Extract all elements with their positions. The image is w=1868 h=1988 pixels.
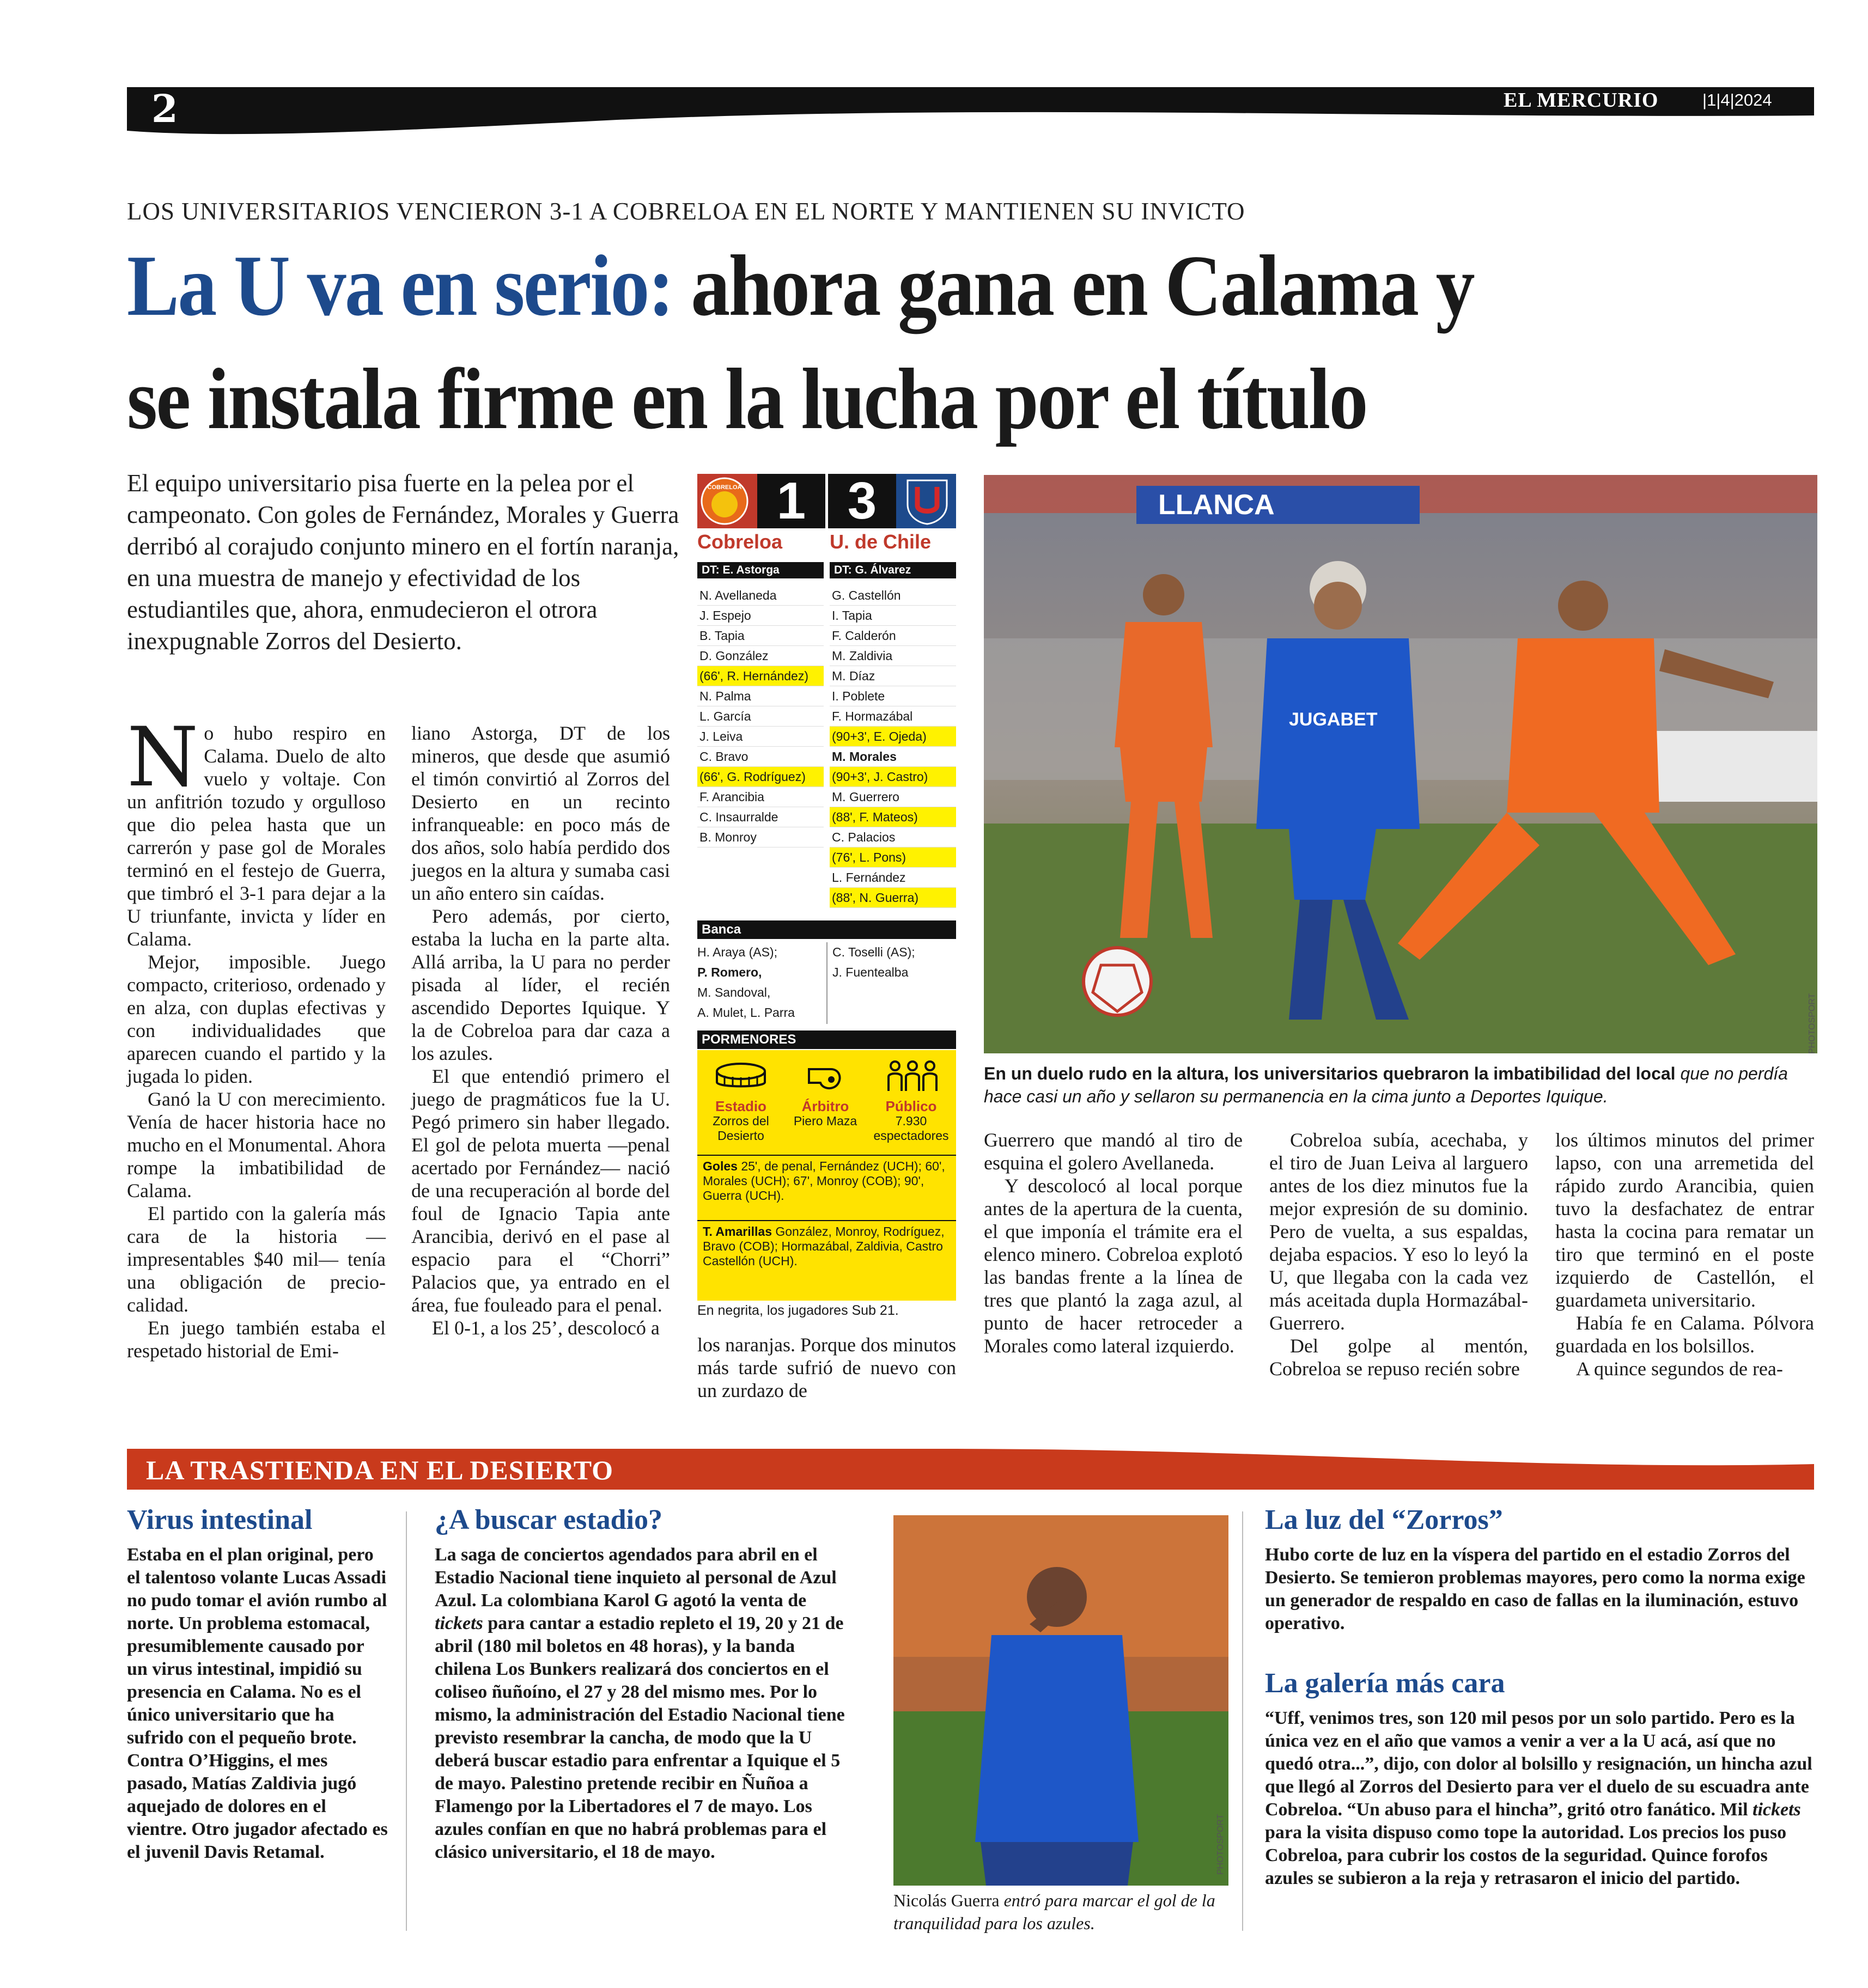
column-rule (1242, 1511, 1243, 1931)
lineup-player: B. Tapia (697, 626, 824, 646)
lineup-player: I. Poblete (830, 686, 956, 706)
audience-icon (885, 1059, 940, 1092)
lineup-player: M. Díaz (830, 666, 956, 686)
goles-text: 25', de penal, Fernández (UCH); 60', Morales (UCH); 67', Monroy (COB); 90', Guerra (UCH). (703, 1159, 945, 1203)
box-title: La galería más cara (1265, 1668, 1505, 1699)
body-column-2 (411, 722, 670, 1339)
caption-italic: que no perdía hace casi un año y sellaron su permanencia en la cima junto a Deportes Iquique. (984, 1064, 1788, 1106)
box-text: Hubo corte de luz en la víspera del partido en el estadio Zorros del Desierto. Se temieron problemas mayores, pero como la norma exige un generador de respaldo en caso de fallas en la iluminación, estuvo operativo. (1265, 1545, 1805, 1633)
body-column-3 (697, 1333, 956, 1402)
photo-caption (984, 1062, 1817, 1108)
text-part: La saga de conciertos agendados para abril en el Estadio Nacional tiene inquieto al personal de Azul Azul. La colombiana Karol G agotó la venta de (435, 1545, 837, 1611)
paragraph: liano Astorga, DT de los mineros, que desde que asumió el timón convirtió al Zorros del Desierto en un recinto infranqueable: en poco más de dos años, solo había perdido dos juegos en la altura y sumaba casi un año entero sin caídas. (411, 722, 670, 904)
text-part: para cantar a estadio repleto el 19, 20 y 21 de abril (180 mil boletos en 48 horas), y la banda chilena Los Bunkers realizará dos conciertos en el coliseo ñuñoíno, el 27 y 28 del mismo mes. Por lo mismo, la administración del Estadio Nacional tiene previsto resembrar la cancha, de modo que la U deberá buscar estadio para enfrentar a Iquique el 5 de mayo. Palestino pretende recibir en Ñuñoa a Flamengo por la Libertadores el 7 de mayo. Los azules confían en que no habrá problemas para el clásico universitario, el 18 de mayo. (435, 1613, 845, 1862)
box-galeria (1265, 1668, 1815, 1890)
publico-info (866, 1099, 956, 1143)
kicker: LOS UNIVERSITARIOS VENCIERON 3-1 A COBRELOA EN EL NORTE Y MANTIENEN SU INVICTO (127, 198, 1245, 225)
issue-date: |1|4|2024 (1702, 90, 1772, 109)
lineup-player: (66', G. Rodríguez) (697, 767, 824, 787)
estadio-label: Estadio (715, 1098, 766, 1114)
box-text: Estaba en el plan original, pero el talentoso volante Lucas Assadi no pudo tomar el avión rumbo al norte. Un problema estomacal, presumiblemente causado por un virus intestinal, impidió su presencia en Calama. No es el único universitario que ha sufrido con el pequeño brote. Contra O’Higgins, el mes pasado, Matías Zaldivia jugó aquejado de dolores en el vientre. Otro jugador afectado es el juvenil Davis Retamal. (127, 1545, 388, 1862)
whistle-icon (806, 1061, 844, 1091)
arbitro-value: Piero Maza (793, 1114, 857, 1128)
paragraph: El que entendió primero el juego de pragmáticos fue la U. Pegó primero sin haber llegado. El gol de pelota muerta —penal acertado por Fernández— nació de una recuperación al borde del foul de Ignacio Tapia ante Arancibia, derivó en el pase al espacio para el “Chorri” Palacios que, ya entrado en el área, fue fouleado para el penal. (411, 1065, 670, 1316)
away-score-box (828, 474, 956, 528)
lineup-player: (90+3', E. Ojeda) (830, 727, 956, 747)
box-luz (1265, 1504, 1815, 1635)
lineup-player: M. Zaldivia (830, 646, 956, 666)
box-title: La luz del “Zorros” (1265, 1504, 1503, 1535)
body-column-1 (127, 710, 386, 1362)
lineup-player: I. Tapia (830, 606, 956, 626)
lineup-player: B. Monroy (697, 827, 824, 847)
lineup-player: G. Castellón (830, 586, 956, 606)
u-de-chile-crest-icon (903, 477, 951, 525)
paragraph: Y descolocó al local porque antes de la apertura de la cuenta, el que imponía el trámite era el elenco minero. Cobreloa explotó las bandas frente a la línea de tres que plantó la zaga azul, al punto de hacer retroceder a Morales como lateral izquierdo. (984, 1175, 1243, 1357)
paragraph: Pero además, por cierto, estaba la lucha en la parte alta. Allá arriba, la U para no perder pisada al líder, el recién ascendido Deportes Iquique. Y la de Cobreloa para dar caza a los azules. (411, 905, 670, 1064)
section-title: LA TRASTIENDA EN EL DESIERTO (146, 1455, 614, 1485)
caption-name: Nicolás Guerra (893, 1891, 1000, 1910)
bench-player: A. Mulet, L. Parra (697, 1005, 795, 1020)
arbitro-info (784, 1099, 866, 1129)
text-italic: tickets (1753, 1800, 1801, 1820)
home-coach: DT: E. Astorga (697, 562, 824, 578)
pormenores-label: PORMENORES (697, 1030, 956, 1049)
box-title: ¿A buscar estadio? (435, 1504, 662, 1535)
masthead: EL MERCURIO (1504, 89, 1659, 112)
player-celebration-illustration (893, 1515, 1228, 1886)
divider (697, 1220, 956, 1221)
headline-line1: ahora gana en Calama y (672, 237, 1474, 334)
lineup-player: C. Palacios (830, 827, 956, 847)
goles-info (697, 1159, 956, 1203)
bench-player: H. Araya (AS); (697, 945, 777, 959)
sub21-note: En negrita, los jugadores Sub 21. (697, 1303, 899, 1318)
lineup-player: F. Hormazábal (830, 706, 956, 727)
bench-player: M. Sandoval, (697, 985, 771, 999)
lineup-player: L. García (697, 706, 824, 727)
bench-player: P. Romero, (697, 965, 762, 979)
crest-text: COBRELOA (707, 484, 742, 491)
text-part: para la visita dispuso como tope la autoridad. Los precios los puso Cobreloa, para cubrir los costos de la seguridad. Quince forofos azules se subieron a la reja y retrasaron el inicio del partido. (1265, 1822, 1787, 1888)
paragraph: Había fe en Calama. Pólvora guardada en los bolsillos. (1555, 1312, 1814, 1357)
lineup-player: M. Guerrero (830, 787, 956, 807)
body-column-5 (1269, 1129, 1528, 1380)
paragraph: A quince segundos de rea- (1576, 1358, 1783, 1380)
scoreboard (697, 474, 956, 1324)
bench-player: C. Toselli (AS); (832, 945, 915, 959)
banca-label: Banca (697, 920, 956, 939)
paragraph: Ganó la U con merecimiento. Venía de hacer historia hace no mucho en el Monumental. Ahora rompe la imbatibilidad de Calama. (127, 1088, 386, 1202)
crowd-banner: LLANCA (1158, 489, 1275, 521)
lineup-player: (88', N. Guerra) (830, 888, 956, 908)
lineup-player: (90+3', J. Castro) (830, 767, 956, 787)
headline-highlight: La U va en serio: (127, 237, 673, 334)
home-lineup (697, 586, 824, 847)
paragraph: Guerrero que mandó al tiro de esquina el golero Avellaneda. (984, 1129, 1243, 1174)
main-photo (984, 475, 1817, 1053)
away-team-name: U. de Chile (830, 530, 932, 553)
paragraph: En juego también estaba el respetado historial de Emi- (127, 1317, 386, 1362)
home-score: 1 (757, 474, 825, 528)
drop-cap: N (127, 710, 199, 805)
goles-label: Goles (703, 1159, 738, 1173)
box-virus (127, 1504, 388, 1864)
match-photo-illustration (984, 475, 1817, 1053)
paragraph: los naranjas. Porque dos minutos más tarde sufrió de nuevo con un zurdazo de (697, 1334, 956, 1401)
lineup-player: J. Leiva (697, 727, 824, 747)
lineup-player: (88', F. Mateos) (830, 807, 956, 827)
publico-label: Público (885, 1098, 937, 1114)
bench-player: J. Fuentealba (832, 965, 909, 979)
amarillas-label: T. Amarillas (703, 1224, 772, 1239)
paragraph: los últimos minutos del primer lapso, con una arremetida del rápido zurdo Arancibia, quien tuvo la desfachatez de entrar hasta la cocina para rematar un tiro que terminó en el poste izquierdo de Castellón, el guardameta universitario. (1555, 1129, 1814, 1311)
lineup-player: F. Calderón (830, 626, 956, 646)
headline (127, 229, 1823, 455)
amarillas-text: González, Monroy, Rodríguez, Bravo (COB); Hormazábal, Zaldivia, Castro Castellón (UCH). (703, 1224, 945, 1268)
lineup-player: D. González (697, 646, 824, 666)
lineup-player: M. Morales (830, 747, 956, 767)
lineup-player: (66', R. Hernández) (697, 666, 824, 686)
text-italic: tickets (435, 1613, 483, 1633)
column-rule (406, 1511, 407, 1931)
paragraph: El 0-1, a los 25’, descolocó a (432, 1317, 660, 1339)
headline-line2: se instala firme en la lucha por el título (127, 350, 1367, 447)
stadium-icon (714, 1059, 768, 1092)
caption-italic: entró para marcar el gol de la tranquilidad para los azules. (893, 1891, 1215, 1933)
photo-credit: PHOTOSPORT (1808, 993, 1817, 1054)
lineup-player: (76', L. Pons) (830, 847, 956, 868)
body-column-6 (1555, 1129, 1814, 1380)
bench-divider (826, 942, 827, 1024)
lineup-player: F. Arancibia (697, 787, 824, 807)
paragraph: Cobreloa subía, acechaba, y el tiro de Juan Leiva al larguero antes de los diez minutos fue la mejor expresión de su dominio. Pero de vuelta, a sus espaldas, dejaba espacios. Y eso lo leyó la U, que llegaba con la cada vez más aceitada dupla Hormazábal-Guerrero. (1269, 1129, 1528, 1334)
paragraph: El partido con la galería más cara de la historia —impresentables $40 mil— tenía una obligación de precio-calidad. (127, 1203, 386, 1316)
box-estadio (435, 1504, 854, 1864)
publico-value: 7.930 espectadores (873, 1114, 949, 1143)
cobreloa-crest-icon (701, 477, 749, 525)
box-text (435, 1544, 854, 1864)
home-team-name: Cobreloa (697, 530, 783, 553)
home-bench (697, 942, 824, 1023)
paragraph (127, 710, 386, 950)
lineup-player: L. Fernández (830, 868, 956, 888)
lineup-player: N. Avellaneda (697, 586, 824, 606)
shirt-sponsor: JUGABET (1289, 709, 1378, 730)
box-title: Virus intestinal (127, 1504, 313, 1535)
lineup-player: C. Insaurralde (697, 807, 824, 827)
estadio-info (697, 1099, 784, 1143)
home-score-box (697, 474, 825, 528)
divider (697, 1155, 956, 1156)
caption-bold: En un duelo rudo en la altura, los universitarios quebraron la imbatibilidad del local (984, 1064, 1676, 1083)
away-score: 3 (828, 474, 896, 528)
soccer-ball (1084, 948, 1151, 1015)
lead-paragraph: El equipo universitario pisa fuerte en la pelea por el campeonato. Con goles de Fernández, Morales y Guerra derribó al corajudo conjunto minero en el fortín naranja, en una muestra de manejo y efectividad de los estudiantiles que, ahora, enmudecieron el otrora inexpugnable Zorros del Desierto. (127, 469, 679, 655)
lineup-player: J. Espejo (697, 606, 824, 626)
body-column-4 (984, 1129, 1243, 1357)
paragraph-text-rest: o hubo respiro en Calama. Duelo de alto vuelo y voltaje. Con un anfitrión tozudo y orgulloso que dio pelea hasta que un carrerón y pase gol de Morales terminó en el festejo de Guerra, que timbró el 3-1 para dejar a la U triunfante, invicta y líder en Calama. (127, 722, 386, 950)
photo-credit: PHOTOSPORT (1216, 1814, 1225, 1875)
away-coach: DT: G. Álvarez (830, 562, 956, 578)
text-part: “Uff, venimos tres, son 120 mil pesos por un solo partido. Pero es la única vez en el año que vamos a venir a ver a la U acá, así que no quedó otra...”, dijo, con dolor al bolsillo y resignación, un hincha azul que llegó al Zorros del Desierto para ver el duelo de su escuadra ante Cobreloa. “Un abuso para el hincha”, gritó otro fanático. Mil (1265, 1708, 1812, 1820)
box-text (1265, 1707, 1815, 1890)
lineup-player: N. Palma (697, 686, 824, 706)
arbitro-label: Árbitro (801, 1098, 849, 1114)
guerra-caption (893, 1889, 1228, 1935)
page-number: 2 (151, 86, 178, 131)
amarillas-info (697, 1224, 956, 1269)
paragraph: Del golpe al mentón, Cobreloa se repuso recién sobre (1269, 1335, 1528, 1380)
away-lineup (830, 586, 956, 908)
paragraph: Mejor, imposible. Juego compacto, criterioso, ordenado y en alza, con duplas efectivas y con individualidades que aparecen cuando el partido y la jugada lo piden. (127, 951, 386, 1087)
estadio-value: Zorros del Desierto (713, 1114, 769, 1143)
guerra-photo (893, 1515, 1228, 1886)
away-bench (832, 942, 957, 983)
lineup-player: C. Bravo (697, 747, 824, 767)
